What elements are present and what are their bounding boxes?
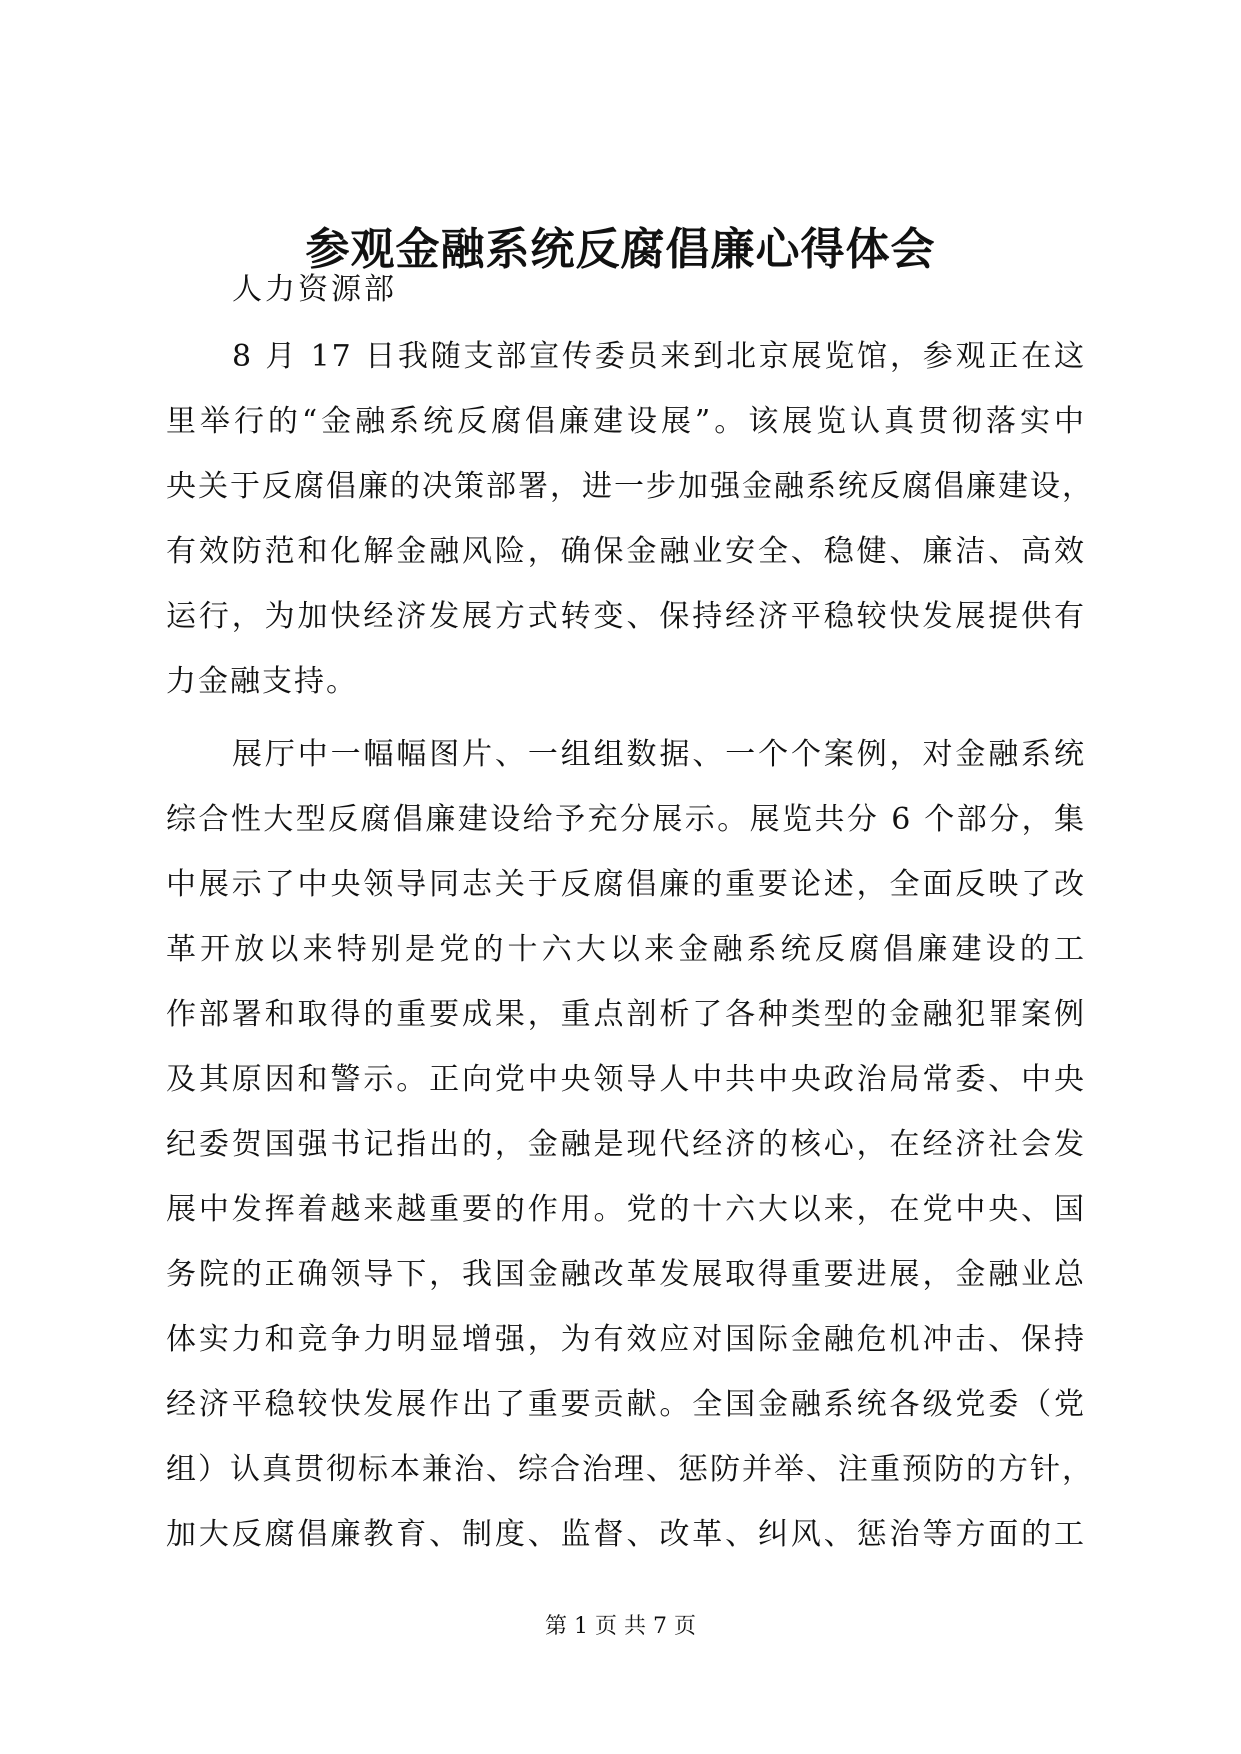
paragraph-line: 经济平稳较快发展作出了重要贡献。全国金融系统各级党委（党 xyxy=(166,1387,1086,1422)
paragraph-line: 里举行的“金融系统反腐倡廉建设展”。该展览认真贯彻落实中 xyxy=(166,404,1086,439)
document-title: 参观金融系统反腐倡廉心得体会 xyxy=(305,224,936,275)
paragraph-line: 加大反腐倡廉教育、制度、监督、改革、纠风、惩治等方面的工 xyxy=(166,1517,1086,1552)
paragraph-line: 革开放以来特别是党的十六大以来金融系统反腐倡廉建设的工 xyxy=(166,932,1086,967)
paragraph-line: 及其原因和警示。正向党中央领导人中共中央政治局常委、中央 xyxy=(166,1062,1086,1097)
paragraph-line: 央关于反腐倡廉的决策部署，进一步加强金融系统反腐倡廉建设， xyxy=(166,469,1094,504)
paragraph-line: 综合性大型反腐倡廉建设给予充分展示。展览共分 6 个部分，集 xyxy=(166,802,1086,837)
paragraph-line: 纪委贺国强书记指出的，金融是现代经济的核心，在经济社会发 xyxy=(166,1127,1086,1162)
paragraph-line: 务院的正确领导下，我国金融改革发展取得重要进展，金融业总 xyxy=(166,1257,1086,1292)
paragraph-line: 运行，为加快经济发展方式转变、保持经济平稳较快发展提供有 xyxy=(166,599,1086,634)
paragraph-line: 体实力和竞争力明显增强，为有效应对国际金融危机冲击、保持 xyxy=(166,1322,1086,1357)
paragraph-line: 力金融支持。 xyxy=(166,664,358,699)
paragraph-line: 展厅中一幅幅图片、一组组数据、一个个案例，对金融系统 xyxy=(232,737,1086,772)
page-footer: 第 1 页 共 7 页 xyxy=(545,1614,696,1639)
paragraph-line: 中展示了中央领导同志关于反腐倡廉的重要论述，全面反映了改 xyxy=(166,867,1086,902)
paragraph-line: 展中发挥着越来越重要的作用。党的十六大以来，在党中央、国 xyxy=(166,1192,1086,1227)
paragraph-2 xyxy=(166,722,1094,1567)
paragraph-line: 有效防范和化解金融风险，确保金融业安全、稳健、廉洁、高效 xyxy=(166,534,1086,569)
author-department: 人力资源部 xyxy=(232,272,397,307)
paragraph-line: 组）认真贯彻标本兼治、综合治理、惩防并举、注重预防的方针， xyxy=(166,1452,1094,1487)
paragraph-line: 8 月 17 日我随支部宣传委员来到北京展览馆，参观正在这 xyxy=(232,339,1086,374)
paragraph-1 xyxy=(166,324,1094,714)
paragraph-line: 作部署和取得的重要成果，重点剖析了各种类型的金融犯罪案例 xyxy=(166,997,1086,1032)
